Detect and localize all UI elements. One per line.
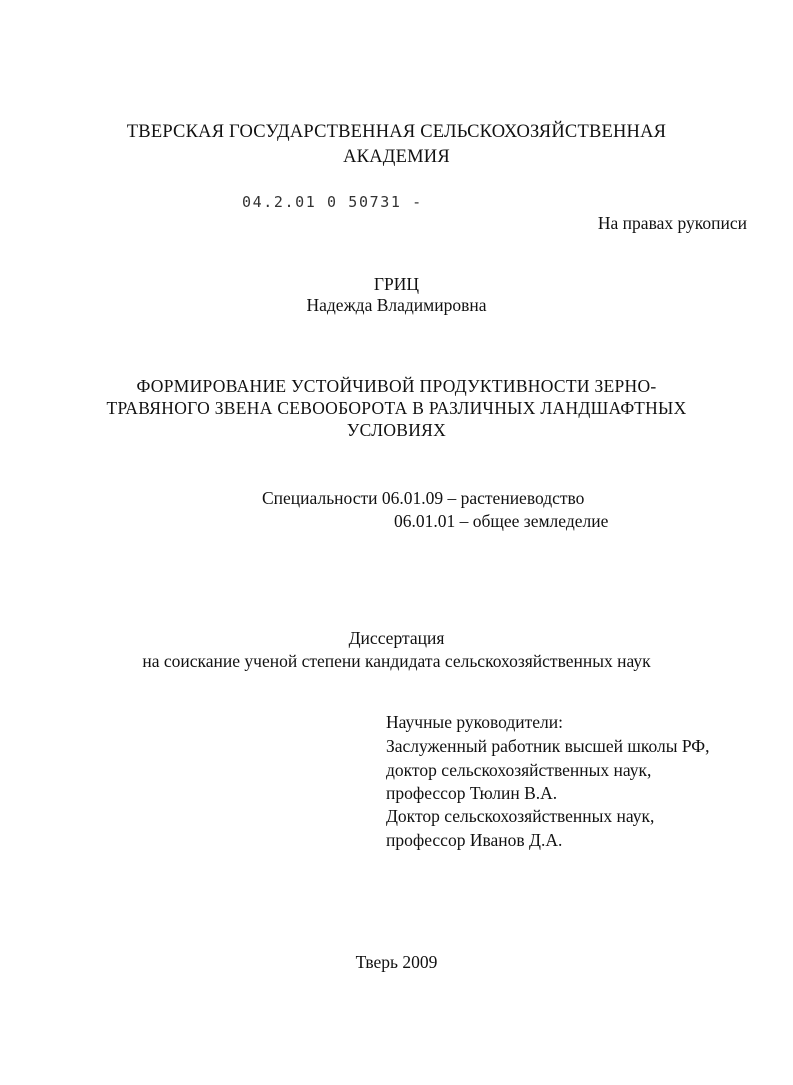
author-surname: ГРИЦ [373, 274, 420, 294]
supervisor-line: Доктор сельскохозяйственных наук, [386, 806, 655, 826]
city-year: Тверь 2009 [355, 952, 438, 972]
dissertation-purpose: на соискание ученой степени кандидата сельскохозяйственных наук [142, 651, 651, 671]
institution-name-line1: ТВЕРСКАЯ ГОСУДАРСТВЕННАЯ СЕЛЬСКОХОЗЯЙСТВЕННАЯ [126, 122, 667, 142]
specialty-line1: Специальности 06.01.09 – растениеводство [262, 488, 585, 508]
manuscript-note: На правах рукописи [597, 213, 747, 233]
supervisor-line: доктор сельскохозяйственных наук, [386, 760, 652, 780]
specialty-line2: 06.01.01 – общее земледелие [394, 511, 609, 531]
institution-name-line2: АКАДЕМИЯ [343, 147, 450, 167]
library-stamp-number: 04.2.01 0 50731 - [242, 193, 423, 211]
author-given-names: Надежда Владимировна [306, 295, 487, 315]
thesis-title-line3: УСЛОВИЯХ [346, 420, 447, 440]
supervisors-heading: Научные руководители: [386, 712, 563, 732]
dissertation-label: Диссертация [348, 628, 445, 648]
supervisor-line: Заслуженный работник высшей школы РФ, [386, 736, 710, 756]
supervisor-line: профессор Тюлин В.А. [386, 783, 558, 803]
supervisor-line: профессор Иванов Д.А. [386, 830, 563, 850]
thesis-title-line1: ФОРМИРОВАНИЕ УСТОЙЧИВОЙ ПРОДУКТИВНОСТИ ЗЕРНО- [136, 376, 657, 396]
thesis-title-line2: ТРАВЯНОГО ЗВЕНА СЕВООБОРОТА В РАЗЛИЧНЫХ ЛАНДШАФТНЫХ [106, 398, 687, 418]
